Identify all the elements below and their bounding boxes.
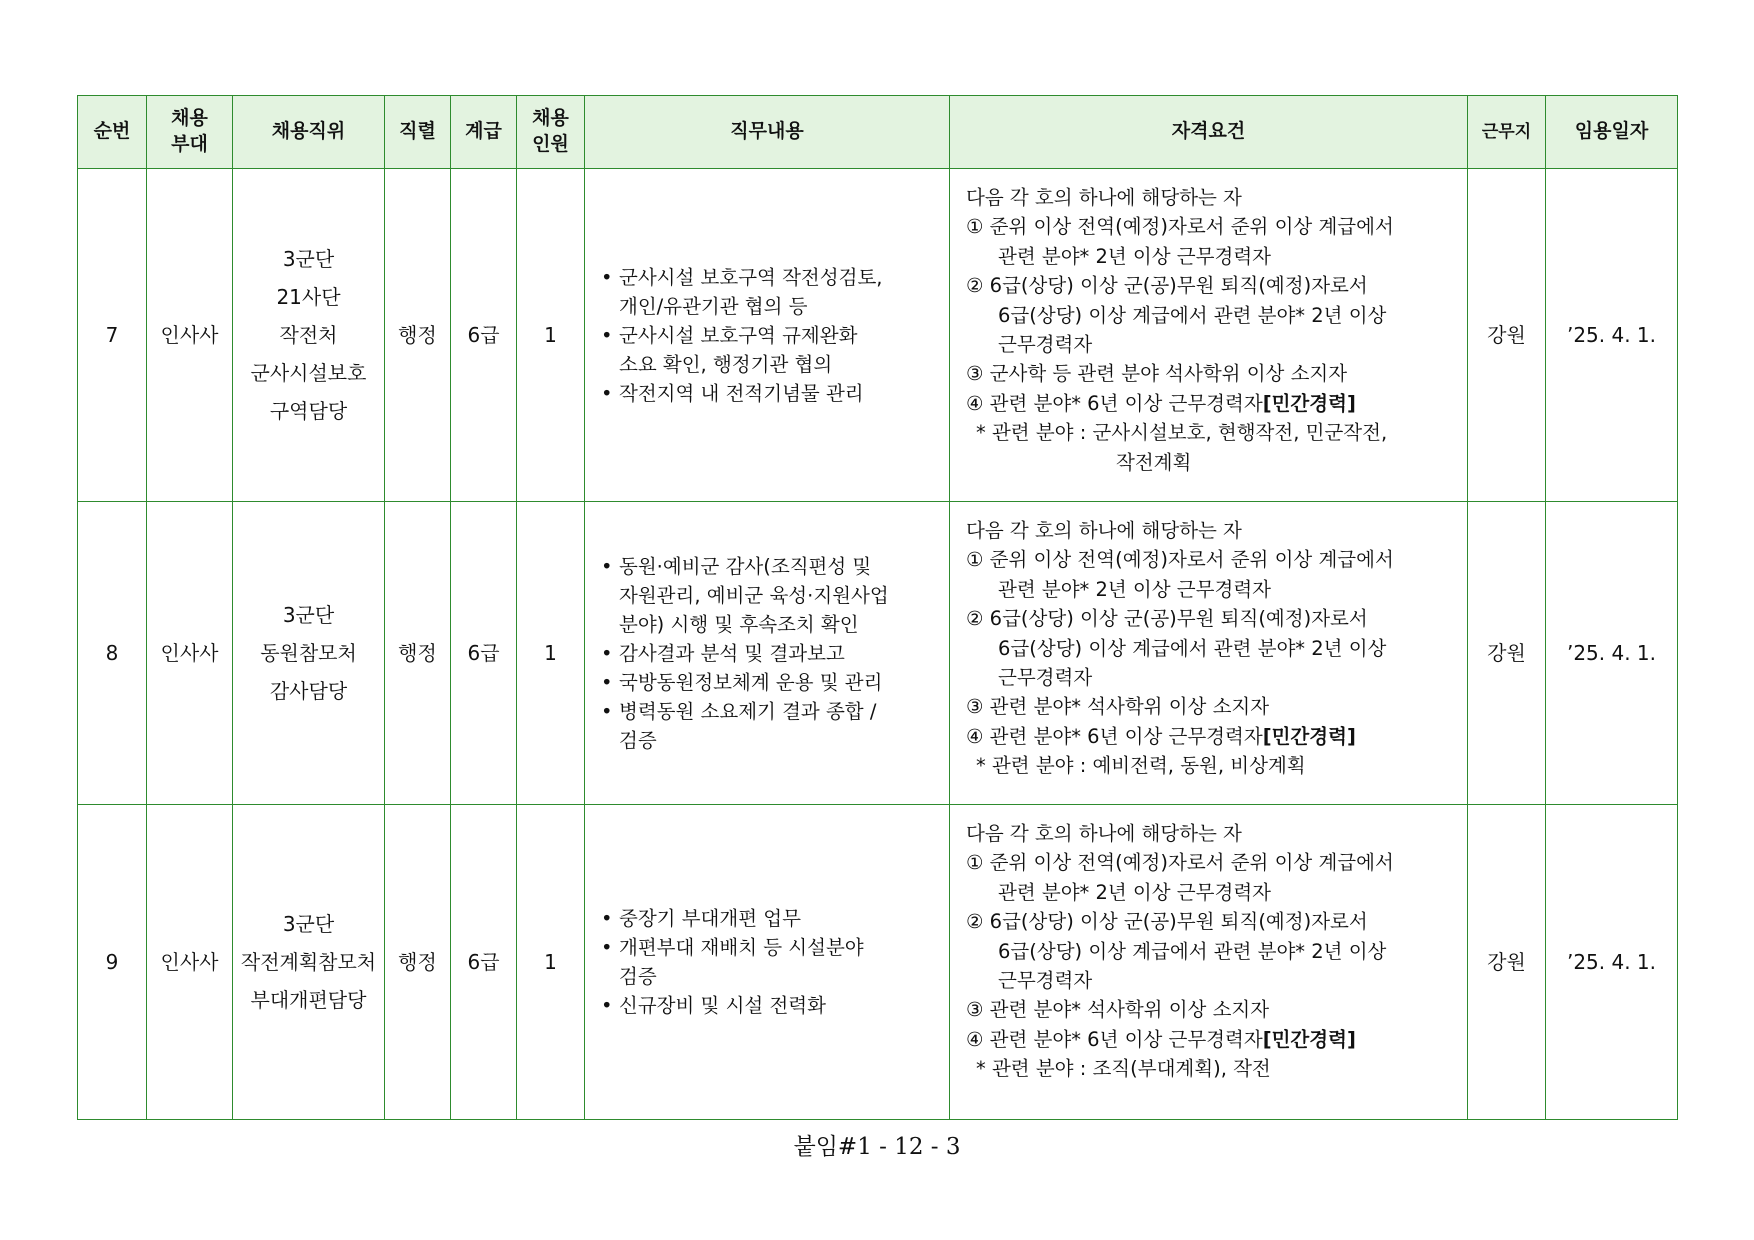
cell-series: 행정 (385, 805, 451, 1120)
duty-list (601, 904, 937, 1020)
qual-intro: 다음 각 호의 하나에 해당하는 자 (966, 186, 1242, 209)
duty-item: • 감사결과 분석 및 결과보고 (601, 639, 937, 668)
position-line: 작전계획참모처 (240, 950, 377, 974)
cell-position (233, 502, 385, 805)
qual-item-2-cont: 6급(상당) 이상 계급에서 관련 분야* 2년 이상 (998, 939, 1387, 963)
header-duties: 직무내용 (585, 96, 950, 169)
duty-item: • 국방동원정보체계 운용 및 관리 (601, 668, 937, 697)
qual-item-4: ④ 관련 분야* 6년 이상 근무경력자[민간경력] (966, 1027, 1356, 1051)
header-count (517, 96, 585, 169)
duty-item: • 병력동원 소요제기 결과 종합 / 검증 (601, 697, 937, 755)
qual-emphasis: [민간경력] (1262, 1027, 1356, 1051)
cell-grade: 6급 (451, 169, 517, 502)
cell-series: 행정 (385, 502, 451, 805)
position-line: 동원참모처 (260, 641, 357, 665)
header-dept-line2: 부대 (171, 133, 208, 155)
table-row (78, 502, 1678, 805)
qual-note-cont: 작전계획 (1116, 450, 1192, 474)
page-footer: 붙임#1 - 12 - 3 (793, 1134, 961, 1160)
qual-item-2-cont: 6급(상당) 이상 계급에서 관련 분야* 2년 이상 (998, 636, 1387, 660)
qual-item-3: ③ 관련 분야* 석사학위 이상 소지자 (966, 695, 1270, 719)
qual-item-3: ③ 군사학 등 관련 분야 석사학위 이상 소지자 (966, 362, 1348, 386)
cell-grade: 6급 (451, 502, 517, 805)
qual-item-1-cont: 관련 분야* 2년 이상 근무경력자 (998, 880, 1271, 904)
qual-item-2: ② 6급(상당) 이상 군(공)무원 퇴직(예정)자로서 (966, 910, 1368, 934)
cell-qualifications (950, 502, 1468, 805)
position-line: 부대개편담당 (250, 988, 367, 1012)
position-line: 작전처 (279, 323, 338, 347)
duty-list (601, 263, 937, 408)
cell-count: 1 (517, 169, 585, 502)
cell-location: 강원 (1468, 502, 1546, 805)
recruitment-table (77, 95, 1678, 1120)
qual-emphasis: [민간경력] (1262, 724, 1356, 748)
position-line: 3군단 (282, 247, 335, 271)
cell-location: 강원 (1468, 805, 1546, 1120)
header-count-line1: 채용 (532, 107, 569, 130)
qual-item-1: ① 준위 이상 전역(예정)자로서 준위 이상 계급에서 (966, 215, 1394, 239)
cell-duties (585, 169, 950, 502)
cell-location: 강원 (1468, 169, 1546, 502)
header-qualifications: 자격요건 (950, 96, 1468, 169)
cell-dept: 인사사 (147, 502, 233, 805)
qual-item-4: ④ 관련 분야* 6년 이상 근무경력자[민간경력] (966, 724, 1356, 748)
cell-position (233, 169, 385, 502)
duty-item: • 신규장비 및 시설 전력화 (601, 991, 937, 1020)
position-line: 구역담당 (269, 399, 348, 423)
header-no: 순번 (78, 96, 147, 169)
position-line: 3군단 (282, 603, 335, 627)
position-line: 3군단 (282, 912, 335, 936)
qual-item-1: ① 준위 이상 전역(예정)자로서 준위 이상 계급에서 (966, 851, 1394, 875)
cell-duties (585, 502, 950, 805)
header-dept (147, 96, 233, 169)
cell-count: 1 (517, 502, 585, 805)
qual-item-1: ① 준위 이상 전역(예정)자로서 준위 이상 계급에서 (966, 548, 1394, 572)
cell-duties (585, 805, 950, 1120)
duty-item: • 군사시설 보호구역 작전성검토, 개인/유관기관 협의 등 (601, 263, 937, 321)
cell-start-date: ’25. 4. 1. (1546, 169, 1678, 502)
table-row (78, 169, 1678, 502)
position-line: 감사담당 (269, 679, 348, 703)
duty-item: • 작전지역 내 전적기념물 관리 (601, 379, 937, 408)
cell-qualifications (950, 805, 1468, 1120)
qual-item-4: ④ 관련 분야* 6년 이상 근무경력자[민간경력] (966, 391, 1356, 415)
cell-start-date: ’25. 4. 1. (1546, 502, 1678, 805)
qual-emphasis: [민간경력] (1262, 391, 1356, 415)
duty-list (601, 552, 937, 755)
header-count-line2: 인원 (532, 133, 569, 155)
cell-no: 9 (78, 805, 147, 1120)
qual-note: * 관련 분야 : 군사시설보호, 현행작전, 민군작전, (976, 421, 1388, 445)
position-line: 군사시설보호 (250, 361, 367, 385)
cell-grade: 6급 (451, 805, 517, 1120)
qual-item-3: ③ 관련 분야* 석사학위 이상 소지자 (966, 998, 1270, 1022)
qual-item-1-cont: 관련 분야* 2년 이상 근무경력자 (998, 244, 1271, 268)
header-position: 채용직위 (233, 96, 385, 169)
qual-note: * 관련 분야 : 조직(부대계획), 작전 (976, 1057, 1271, 1081)
cell-qualifications (950, 169, 1468, 502)
cell-dept: 인사사 (147, 805, 233, 1120)
cell-no: 7 (78, 169, 147, 502)
qual-note: * 관련 분야 : 예비전력, 동원, 비상계획 (976, 754, 1306, 778)
duty-item: • 중장기 부대개편 업무 (601, 904, 937, 933)
duty-item: • 개편부대 재배치 등 시설분야 검증 (601, 933, 937, 991)
qual-item-2: ② 6급(상당) 이상 군(공)무원 퇴직(예정)자로서 (966, 607, 1368, 631)
header-start-date: 임용일자 (1546, 96, 1678, 169)
qual-item-2-cont: 6급(상당) 이상 계급에서 관련 분야* 2년 이상 (998, 303, 1387, 327)
table-row (78, 805, 1678, 1120)
qual-intro: 다음 각 호의 하나에 해당하는 자 (966, 822, 1242, 845)
cell-no: 8 (78, 502, 147, 805)
cell-start-date: ’25. 4. 1. (1546, 805, 1678, 1120)
header-dept-line1: 채용 (171, 107, 208, 130)
header-location: 근무지 (1468, 96, 1546, 169)
cell-count: 1 (517, 805, 585, 1120)
cell-dept: 인사사 (147, 169, 233, 502)
header-row (78, 96, 1678, 169)
qual-item-2-cont: 근무경력자 (998, 969, 1093, 993)
header-series: 직렬 (385, 96, 451, 169)
qual-item-2-cont: 근무경력자 (998, 666, 1093, 690)
cell-position (233, 805, 385, 1120)
cell-series: 행정 (385, 169, 451, 502)
duty-item: • 군사시설 보호구역 규제완화 소요 확인, 행정기관 협의 (601, 321, 937, 379)
qual-intro: 다음 각 호의 하나에 해당하는 자 (966, 519, 1242, 542)
duty-item: • 동원·예비군 감사(조직편성 및 자원관리, 예비군 육성·지원사업 분야) 시행 및 후속조치 확인 (601, 552, 937, 639)
qual-item-2-cont: 근무경력자 (998, 333, 1093, 357)
header-grade: 계급 (451, 96, 517, 169)
qual-item-2: ② 6급(상당) 이상 군(공)무원 퇴직(예정)자로서 (966, 274, 1368, 298)
qual-item-1-cont: 관련 분야* 2년 이상 근무경력자 (998, 577, 1271, 601)
position-line: 21사단 (276, 285, 341, 309)
